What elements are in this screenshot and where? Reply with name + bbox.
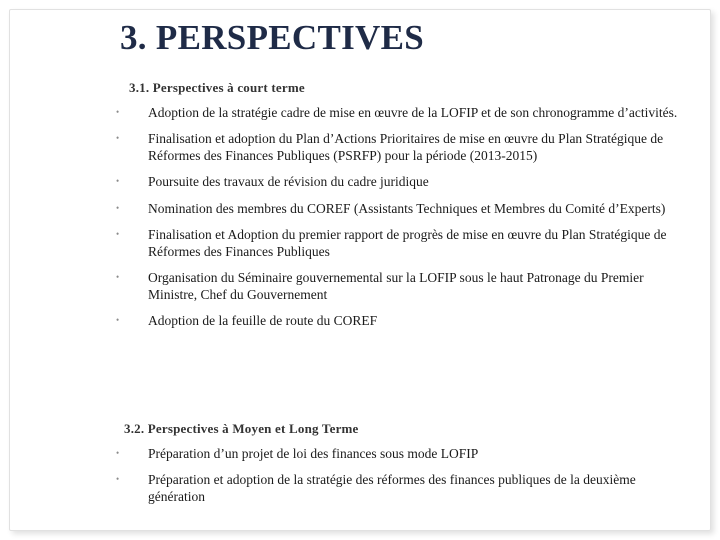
list-item [116, 471, 678, 505]
list-item-text: Adoption de la stratégie cadre de mise en œuvre de la LOFIP et de son chronogramme d’activités. [148, 105, 678, 120]
bullet-icon: • [116, 272, 120, 282]
bullet-icon: • [116, 229, 120, 239]
list-item-text: Adoption de la feuille de route du COREF [148, 313, 378, 328]
list-item [116, 200, 678, 217]
list-item-text: Poursuite des travaux de révision du cadre juridique [148, 174, 429, 189]
bullet-icon: • [116, 107, 120, 117]
list-item [116, 226, 678, 260]
section-heading-short-term: 3.1. Perspectives à court terme [129, 80, 305, 95]
bullet-icon: • [116, 176, 120, 186]
list-item-text: Préparation d’un projet de loi des finances sous mode LOFIP [148, 446, 479, 461]
list-item [116, 130, 678, 164]
list-item [116, 173, 678, 190]
bullet-icon: • [116, 315, 120, 325]
bullet-icon: • [116, 203, 120, 213]
list-item [116, 269, 678, 303]
medium-long-term-list [116, 445, 678, 505]
list-item [116, 312, 678, 329]
bullet-icon: • [116, 474, 120, 484]
list-item-text: Finalisation et adoption du Plan d’Actions Prioritaires de mise en œuvre du Plan Stratégique de Réformes des Finances Publiques (PSRFP) pour la période (2013-2015) [148, 131, 664, 163]
slide-title: 3. PERSPECTIVES [120, 18, 425, 57]
list-item-text: Nomination des membres du COREF (Assistants Techniques et Membres du Comité d’Experts) [148, 201, 666, 216]
bullet-icon: • [116, 133, 120, 143]
list-item-text: Organisation du Séminaire gouvernemental sur la LOFIP sous le haut Patronage du Premier Ministre, Chef du Gouvernement [148, 270, 644, 302]
bullet-icon: • [116, 448, 120, 458]
list-item [116, 445, 678, 462]
section-heading-medium-long-term: 3.2. Perspectives à Moyen et Long Terme [124, 421, 359, 436]
list-item-text: Finalisation et Adoption du premier rapport de progrès de mise en œuvre du Plan Stratégique de Réformes des Finances Publiques [148, 227, 667, 259]
list-item-text: Préparation et adoption de la stratégie des réformes des finances publiques de la deuxième génération [148, 472, 636, 504]
short-term-list [116, 104, 678, 329]
list-item [116, 104, 678, 121]
